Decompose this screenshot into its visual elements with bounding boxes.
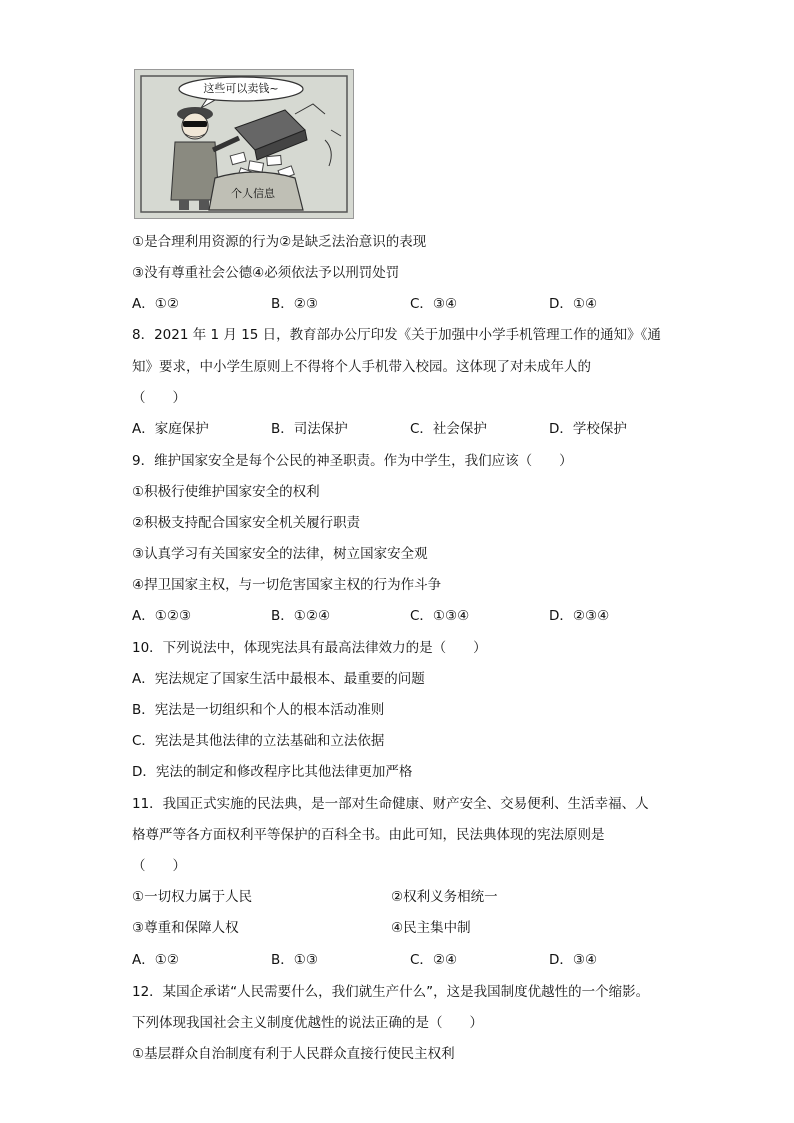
- cartoon-speech-text: 这些可以卖钱~: [203, 82, 279, 95]
- q11-answer-blank: （ ）: [132, 858, 186, 874]
- q8-answer-blank: （ ）: [132, 390, 186, 406]
- q11-statement: ②权利义务相统一: [391, 889, 498, 905]
- q11-statement: ③尊重和保障人权: [132, 920, 239, 936]
- q11-option-c: C．②④: [410, 952, 458, 968]
- q8-option-a: A．家庭保护: [132, 421, 209, 437]
- q9-stem: 9．维护国家安全是每个公民的神圣职责。作为中学生，我们应该（ ）: [132, 453, 573, 469]
- q10-option-b: B．宪法是一切组织和个人的根本活动准则: [132, 702, 385, 718]
- q9-statement: ③认真学习有关国家安全的法律，树立国家安全观: [132, 546, 428, 562]
- q11-statement: ④民主集中制: [391, 920, 471, 936]
- q7-option-d: D．①④: [549, 296, 598, 312]
- q9-statement: ④捍卫国家主权，与一切危害国家主权的行为作斗争: [132, 577, 442, 593]
- q8-option-d: D．学校保护: [549, 421, 627, 437]
- q7-option-a: A．①②: [132, 296, 179, 312]
- q10-option-a: A．宪法规定了国家生活中最根本、最重要的问题: [132, 671, 425, 687]
- q9-option-a: A．①②③: [132, 608, 192, 624]
- q11-option-a: A．①②: [132, 952, 179, 968]
- q10-option-c: C．宪法是其他法律的立法基础和立法依据: [132, 733, 385, 749]
- q7-statement-line: ③没有尊重社会公德④必须依法予以刑罚处罚: [132, 265, 400, 281]
- q12-stem-line: 下列体现我国社会主义制度优越性的说法正确的是（ ）: [132, 1015, 483, 1031]
- q11-stem-line: 11．我国正式实施的民法典，是一部对生命健康、财产安全、交易便利、生活幸福、人: [132, 796, 649, 812]
- q10-stem: 10．下列说法中，体现宪法具有最高法律效力的是（ ）: [132, 640, 487, 656]
- q9-option-c: C．①③④: [410, 608, 470, 624]
- q7-option-c: C．③④: [410, 296, 458, 312]
- q11-statement: ①一切权力属于人民: [132, 889, 253, 905]
- q9-statement: ②积极支持配合国家安全机关履行职责: [132, 515, 361, 531]
- q8-stem-line: 知》要求，中小学生原则上不得将个人手机带入校园。这体现了对未成年人的: [132, 359, 591, 375]
- q9-option-b: B．①②④: [271, 608, 331, 624]
- q8-option-b: B．司法保护: [271, 421, 348, 437]
- q9-option-d: D．②③④: [549, 608, 610, 624]
- q8-option-c: C．社会保护: [410, 421, 487, 437]
- q7-statement-line: ①是合理利用资源的行为②是缺乏法治意识的表现: [132, 234, 427, 250]
- q7-option-b: B．②③: [271, 296, 318, 312]
- q12-statement: ①基层群众自治制度有利于人民群众直接行使民主权利: [132, 1046, 455, 1062]
- q10-option-d: D．宪法的制定和修改程序比其他法律更加严格: [132, 764, 413, 780]
- q8-stem-line: 8．2021 年 1 月 15 日，教育部办公厅印发《关于加强中小学手机管理工作的通知》《通: [132, 327, 661, 343]
- cartoon-illustration: [134, 69, 354, 219]
- cartoon-bag-label: 个人信息: [231, 187, 275, 200]
- q11-option-d: D．③④: [549, 952, 598, 968]
- q9-statement: ①积极行使维护国家安全的权利: [132, 484, 320, 500]
- q11-stem-line: 格尊严等各方面权利平等保护的百科全书。由此可知，民法典体现的宪法原则是: [132, 827, 605, 843]
- q12-stem-line: 12．某国企承诺“人民需要什么，我们就生产什么”，这是我国制度优越性的一个缩影。: [132, 984, 650, 1000]
- q11-option-b: B．①③: [271, 952, 318, 968]
